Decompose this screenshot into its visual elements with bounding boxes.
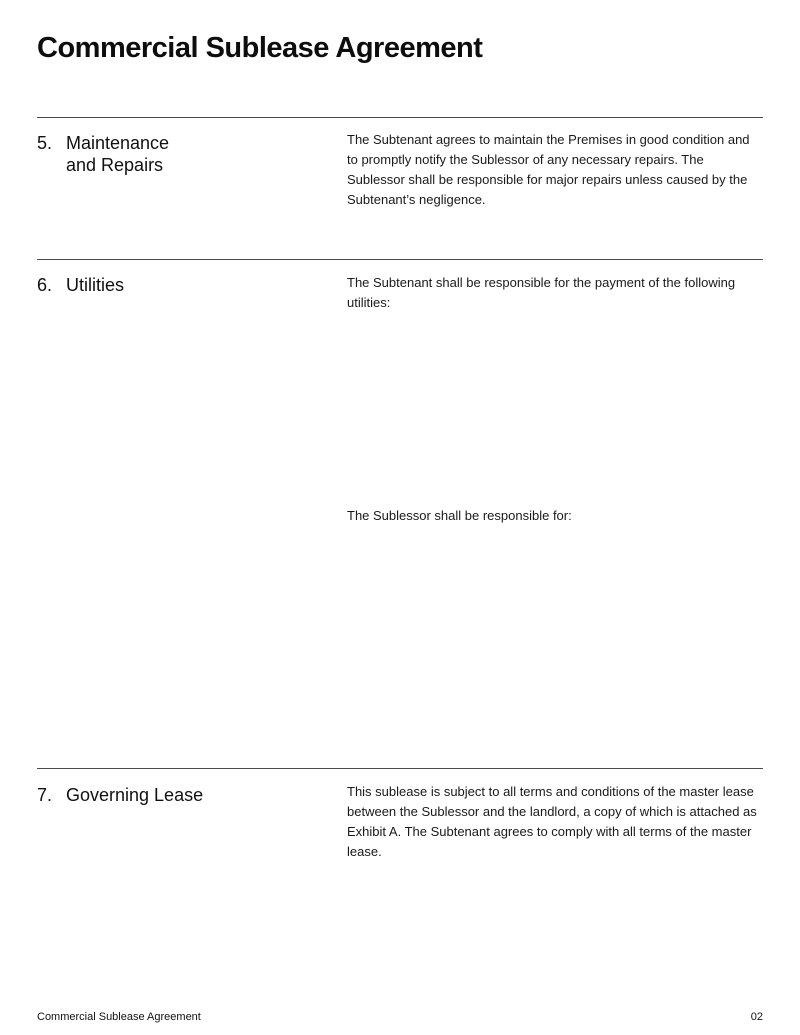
section-heading-governing-lease — [37, 784, 317, 806]
footer-page-number: 02 — [750, 1011, 763, 1023]
section-divider — [37, 768, 763, 769]
footer-title: Commercial Sublease Agreement — [37, 1011, 201, 1023]
section-heading-maintenance — [37, 132, 317, 176]
section-title: Utilities — [66, 275, 125, 295]
section-divider — [37, 117, 763, 118]
section-number: 6. — [37, 275, 53, 295]
section-body-sublessor-utilities: The Sublessor shall be responsible for: — [347, 508, 572, 523]
section-title-line: Maintenance — [66, 133, 170, 153]
section-title: Governing Lease — [66, 785, 204, 805]
section-title-line: and Repairs — [66, 155, 164, 175]
section-number: 7. — [37, 785, 53, 805]
section-body-utilities: The Subtenant shall be responsible for the payment of the following utilities: — [347, 275, 736, 310]
section-title — [66, 132, 317, 176]
section-number: 5. — [37, 133, 53, 153]
section-body-governing-lease: This sublease is subject to all terms and conditions of the master lease between the Sublessor and the landlord, a copy of which is attached as Exhibit A. The Subtenant agrees to comply with all terms of the master lease. — [347, 784, 757, 859]
page-title: Commercial Sublease Agreement — [37, 32, 483, 64]
section-divider — [37, 259, 763, 260]
section-body-maintenance: The Subtenant agrees to maintain the Premises in good condition and to promptly notify the Sublessor of any necessary repairs. The Sublessor shall be responsible for major repairs unless caused by the Subtenant’s negligence. — [347, 132, 750, 207]
section-heading-utilities — [37, 274, 317, 296]
